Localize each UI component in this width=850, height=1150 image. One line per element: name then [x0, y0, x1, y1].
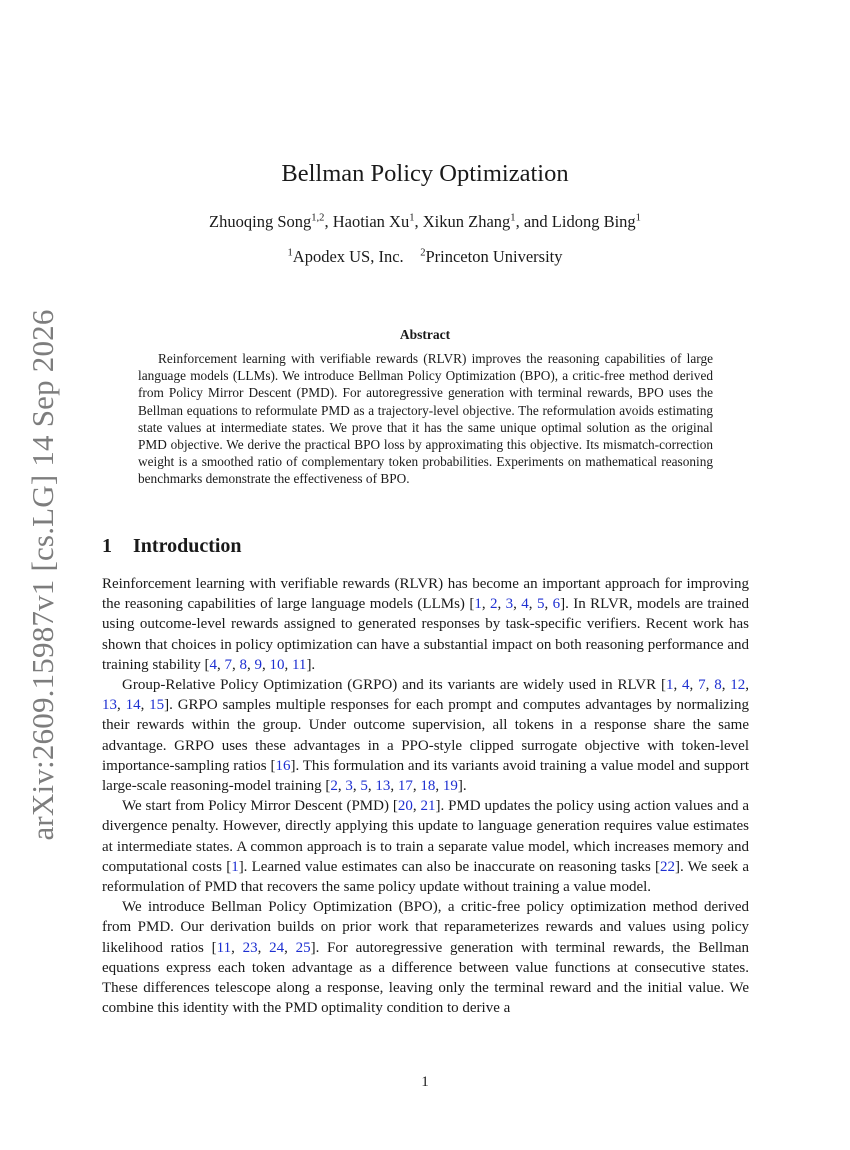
affiliation-mark: 2	[420, 247, 426, 259]
affiliation-name: Apodex US, Inc.	[292, 247, 404, 266]
author-affiliation-mark: 1,2	[311, 212, 325, 224]
paragraph-text: ,	[705, 677, 715, 694]
citation-link[interactable]: 2	[330, 778, 338, 795]
paragraph-text: ]. In RLVR, models are trained using outcome-level rewards assigned to generated responses by task-specific verifiers. Recent work has shown that choices in policy optimization can have a substantial impact on both reasoning performance and training stability [	[102, 596, 750, 673]
paragraph-text: ,	[284, 656, 292, 673]
paragraph-text: ,	[673, 677, 683, 694]
citation-link[interactable]: 6	[552, 596, 561, 613]
author-name: Zhuoqing Song	[209, 212, 312, 231]
citation-link[interactable]: 13	[102, 697, 117, 714]
paragraph-text: ]. GRPO samples multiple responses for each prompt and computes advantages by normalizing their rewards within the group. Under outcome supervision, all tokens in a response share the same advantage. GRPO uses these advantages in a PPO-style clipped surrogate objective with token-level importance-sampling ratios [	[102, 697, 749, 774]
citation-link[interactable]: 10	[269, 656, 285, 673]
paragraph-text: ,	[261, 656, 270, 673]
citation-link[interactable]: 12	[730, 677, 746, 694]
paragraph-text: ,	[390, 778, 398, 795]
paragraph-text: ,	[497, 596, 506, 613]
abstract-heading: Abstract	[399, 327, 451, 342]
citation-link[interactable]: 8	[239, 656, 247, 673]
paragraph-text: ,	[528, 596, 537, 613]
citation-link[interactable]: 25	[295, 939, 311, 956]
affiliation-mark: 1	[287, 247, 293, 259]
body-paragraph	[102, 796, 749, 897]
citation-link[interactable]: 20	[397, 798, 413, 815]
author-affiliation-mark: 1	[510, 212, 516, 224]
citation-link[interactable]: 23	[242, 939, 258, 956]
citation-link[interactable]: 1	[231, 858, 239, 875]
citation-link[interactable]: 16	[275, 757, 291, 774]
paragraph-text: ,	[367, 778, 376, 795]
paragraph-text: ,	[231, 939, 243, 956]
paragraph-text: ,	[513, 596, 522, 613]
citation-link[interactable]: 17	[397, 778, 413, 795]
citation-link[interactable]: 4	[521, 596, 529, 613]
citation-link[interactable]: 19	[442, 778, 458, 795]
paragraph-text: We introduce Bellman Policy Optimization (BPO), a critic-free policy optimization method derived from PMD. Our derivation builds on prior work that reparameterizes rewards and values using policy likelihood ratios [	[102, 899, 749, 956]
author-name: Lidong Bing	[551, 212, 636, 231]
paragraph-text: ].	[457, 778, 467, 795]
paragraph-text: ,	[412, 798, 421, 815]
citation-link[interactable]: 7	[698, 677, 706, 694]
citation-link[interactable]: 8	[714, 677, 722, 694]
author-separator: ,	[324, 212, 333, 231]
author-separator: , and	[515, 212, 552, 231]
paragraph-text: ,	[689, 677, 699, 694]
paragraph-text: ]. For autoregressive generation with terminal rewards, the Bellman equations express each token advantage as a difference between value functions at consecutive states. These differences telescope along a response, leaving only the terminal reward and the initial value. We combine this identity with the PMD optimality condition to derive a	[102, 939, 750, 1017]
section-number: 1	[102, 535, 112, 557]
author-separator: ,	[414, 212, 423, 231]
paragraph-text: ,	[337, 778, 346, 795]
citation-link[interactable]: 15	[149, 697, 165, 714]
paragraph-text: ,	[721, 677, 731, 694]
citation-link[interactable]: 24	[269, 939, 285, 956]
citation-link[interactable]: 18	[420, 778, 436, 795]
citation-link[interactable]: 4	[682, 677, 690, 694]
body-paragraph	[102, 897, 749, 1018]
paragraph-text: ,	[140, 697, 150, 714]
citation-link[interactable]: 13	[375, 778, 391, 795]
author-list	[0, 212, 850, 232]
citation-link[interactable]: 14	[125, 697, 141, 714]
citation-link[interactable]: 5	[536, 596, 545, 613]
page-number: 1	[421, 1074, 429, 1090]
arxiv-id-text: arXiv:2609.15987v1 [cs.LG] 14 Sep 2026	[25, 309, 60, 841]
author-affiliation-mark: 1	[409, 212, 415, 224]
paragraph-text: ,	[231, 656, 240, 673]
section-title: Introduction	[133, 535, 242, 557]
section-body	[102, 574, 749, 1018]
paragraph-text: ,	[544, 596, 553, 613]
affiliation-list	[0, 247, 850, 267]
citation-link[interactable]: 2	[489, 596, 498, 613]
abstract-text: Reinforcement learning with verifiable rewards (RLVR) improves the reasoning capabilities of large language models (LLMs). We introduce Bellman Policy Optimization (BPO), a critic-free method derived from Policy Mirror Descent (PMD). For autoregressive generation with terminal rewards, BPO uses the Bellman equations to reformulate PMD as a trajectory-level objective. The reformulation avoids estimating state values at intermediate states. We prove that it has the same unique optimal solution as the original PMD objective. We derive the practical BPO loss by approximating this objective. Its mismatch-correction weight is a smoothed ratio of complementary token probabilities. Experiments on mathematical reasoning benchmarks demonstrate the effectiveness of BPO.	[138, 351, 713, 487]
paragraph-text: ,	[284, 939, 296, 956]
section-heading	[102, 535, 242, 558]
citation-link[interactable]: 11	[216, 939, 232, 956]
citation-link[interactable]: 1	[665, 677, 674, 694]
paragraph-text: ,	[745, 677, 750, 694]
citation-link[interactable]: 5	[360, 778, 368, 795]
paragraph-text: ,	[352, 778, 361, 795]
paragraph-text: ,	[257, 939, 270, 956]
body-paragraph	[102, 574, 749, 675]
paragraph-text: ,	[117, 697, 126, 714]
author-name: Xikun Zhang	[422, 212, 511, 231]
paper-title: Bellman Policy Optimization	[281, 160, 569, 187]
citation-link[interactable]: 3	[505, 596, 514, 613]
paragraph-text: ,	[412, 778, 421, 795]
paragraph-text: Group-Relative Policy Optimization (GRPO) and its variants are widely used in RLVR [	[122, 677, 666, 694]
citation-link[interactable]: 9	[254, 656, 262, 673]
body-paragraph	[102, 675, 749, 796]
author-affiliation-mark: 1	[635, 212, 641, 224]
affiliation-name: Princeton University	[425, 247, 563, 266]
citation-link[interactable]: 3	[345, 778, 353, 795]
paragraph-text: ,	[481, 596, 490, 613]
paragraph-text: ]. Learned value estimates can also be inaccurate on reasoning tasks [	[238, 858, 661, 875]
paragraph-text: ].	[306, 656, 316, 673]
paragraph-text: ]. This formulation and its variants avoid training a value model and support large-scale reasoning-model training [	[102, 757, 749, 795]
citation-link[interactable]: 22	[660, 858, 676, 875]
paragraph-text: ,	[435, 778, 443, 795]
paragraph-text: ]. We seek a reformulation of PMD that recovers the same policy update without training a value model.	[102, 858, 749, 896]
paragraph-text: ,	[246, 656, 255, 673]
paragraph-text: Reinforcement learning with verifiable rewards (RLVR) has become an important approach for improving the reasoning capabilities of large language models (LLMs) [	[102, 576, 749, 613]
author-name: Haotian Xu	[332, 212, 410, 231]
paragraph-text: ]. PMD updates the policy using action values and a divergence penalty. However, directly applying this update to language generation requires value estimates at intermediate states. A common approach is to train a separate value model, which increases memory and computational costs [	[102, 798, 750, 875]
citation-link[interactable]: 11	[291, 656, 307, 673]
citation-link[interactable]: 1	[474, 596, 482, 613]
paragraph-text: ,	[216, 656, 225, 673]
citation-link[interactable]: 7	[224, 656, 232, 673]
citation-link[interactable]: 21	[420, 798, 436, 815]
citation-link[interactable]: 4	[209, 656, 217, 673]
paragraph-text: We start from Policy Mirror Descent (PMD) [	[122, 798, 398, 815]
